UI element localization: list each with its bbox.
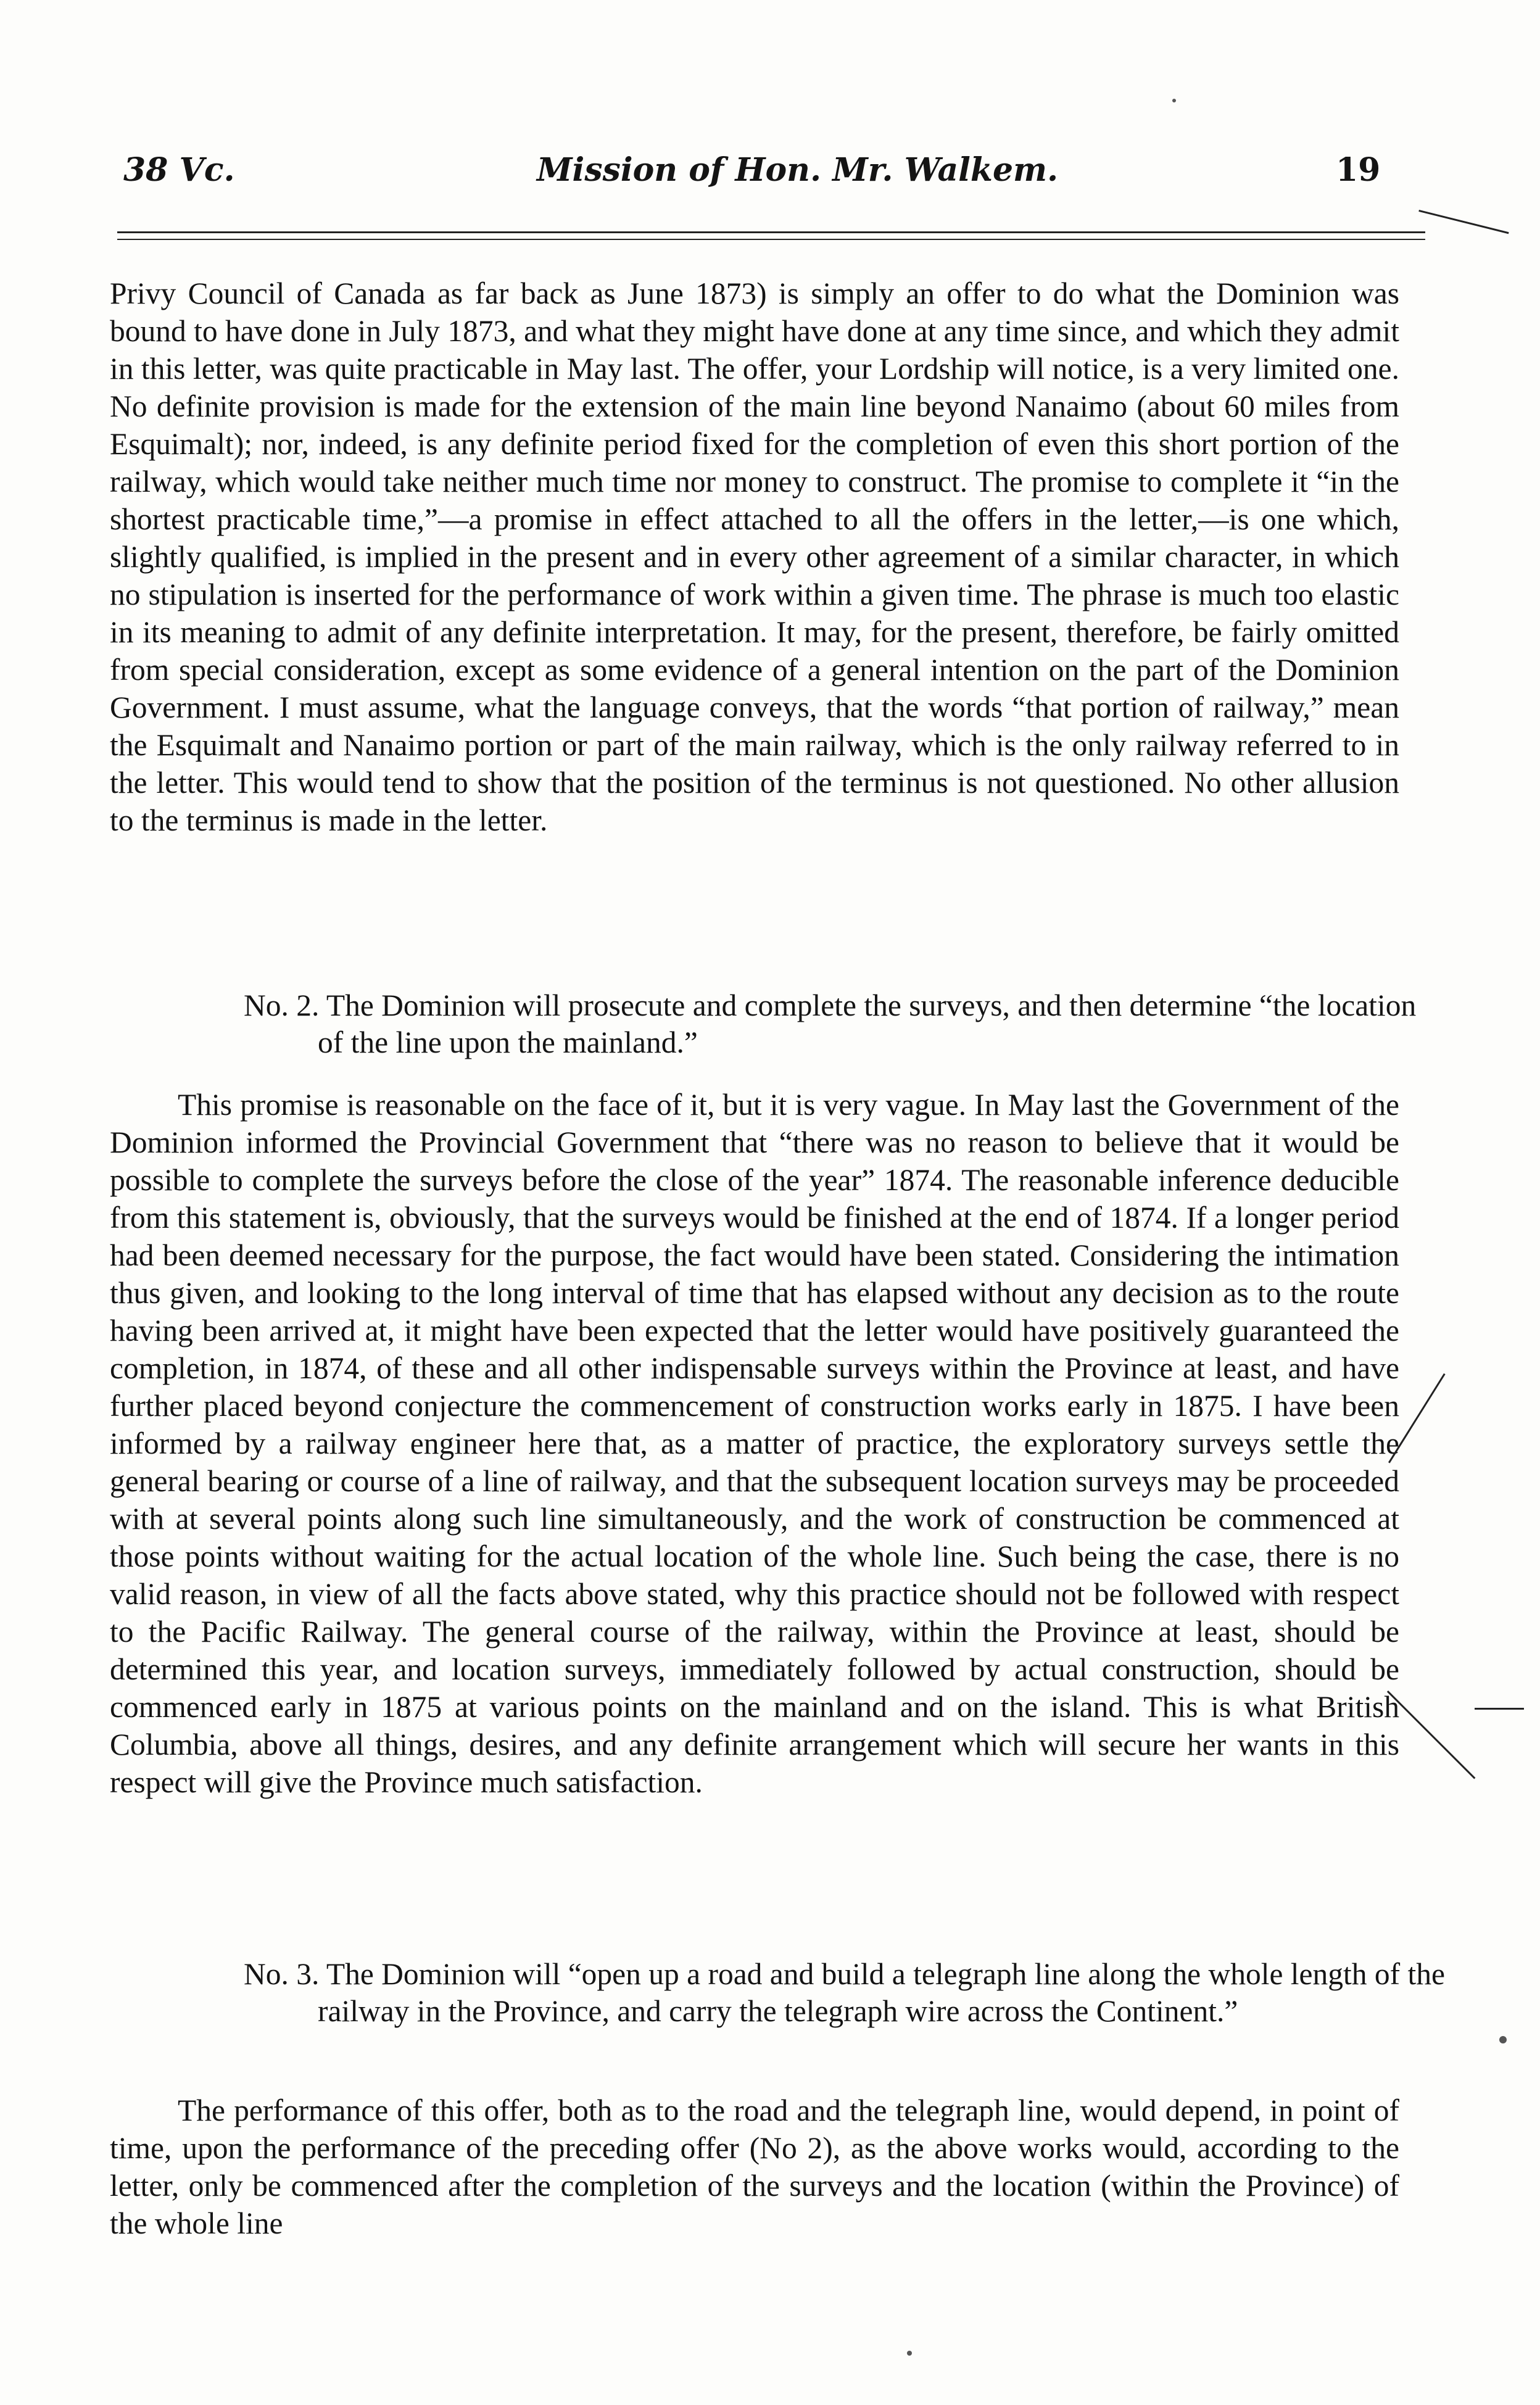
numbered-item-2: No. 2. The Dominion will prosecute and complete the surveys, and then determine “the location of the line upon the mainland.”	[244, 988, 1417, 1059]
margin-bracket-line	[1387, 1691, 1476, 1779]
paragraph-surveys: This promise is reasonable on the face of it, but it is very vague. In May last the Government of the Dominion informed the Provincial Government that “there was no reason to believe that it would be possible to complete the surveys before the close of the year” 1874. The reasonable inference deducible from this statement is, obviously, that the surveys would be finished at the end of 1874. If a longer period had been deemed necessary for the purpose, the fact would have been stated. Considering the intimation thus given, and looking to the long interval of time that has elapsed without any decision as to the route having been arrived at, it might have been expected that the letter would have positively guaranteed the completion, in 1874, of these and all other indispensable surveys within the Province at least, and have further placed beyond conjecture the commencement of construction works early in 1875. I have been informed by a railway engineer here that, as a matter of practice, the exploratory surveys settle the general bearing or course of a line of railway, and that the subsequent location surveys may be proceeded with at several points along such line simultaneously, and the work of construction be commenced at those points without waiting for the actual location of the whole line. Such being the case, there is no valid reason, in view of all the facts above stated, why this practice should not be followed with respect to the Pacific Railway. The general course of the railway, within the Province at least, should be determined this year, and location surveys, immediately followed by actual construction, should be commenced early in 1875 at various points on the mainland and on the island. This is what British Columbia, above all things, desires, and any definite arrangement which will secure her wants in this respect will give the Province much satisfaction.	[110, 1088, 1399, 1799]
header-rule	[117, 231, 1425, 233]
scan-speck	[1499, 2036, 1507, 2043]
paragraph-privy-council: Privy Council of Canada as far back as June 1873) is simply an offer to do what the Dominion was bound to have done in July 1873, and what they might have done at any time since, and which they admit in this letter, was quite practicable in May last. The offer, your Lordship will notice, is a very limited one. No definite provision is made for the extension of the main line beyond Nanaimo (about 60 miles from Esquimalt); nor, indeed, is any definite period fixed for the completion of even this short portion of the railway, which would take neither much time nor money to construct. The promise to complete it “in the shortest practicable time,”—a promise in effect attached to all the offers in the letter,—is one which, slightly qualified, is implied in the present and in every other agreement of a similar character, in which no stipulation is inserted for the performance of work within a given time. The phrase is much too elastic in its meaning to admit of any definite interpretation. It may, for the present, therefore, be fairly omitted from special consideration, except as some evidence of a general intention on the part of the Dominion Government. I must assume, what the language conveys, that the words “that portion of railway,” mean the Esquimalt and Nanaimo portion or part of the main railway, which is the only railway referred to in the letter. This would tend to show that the position of the terminus is not questioned. No other allusion to the terminus is made in the letter.	[110, 276, 1399, 837]
header-title: Mission of Hon. Mr. Walkem.	[537, 151, 1059, 189]
scan-speck	[1172, 99, 1176, 102]
paragraph-performance: The performance of this offer, both as to the road and the telegraph line, would depend, in point of time, upon the performance of the preceding offer (No 2), as the above works would, according to the letter, only be commenced after the completion of the surveys and the location (within the Province) of the whole line	[110, 2093, 1399, 2240]
margin-bracket-line	[1475, 1708, 1524, 1710]
scan-speck	[907, 2351, 912, 2356]
running-header	[93, 133, 1388, 189]
page-number: 19	[1336, 151, 1381, 189]
margin-bracket-line	[1418, 210, 1509, 234]
header-volume: 38 Vc.	[123, 151, 235, 189]
numbered-item-3: No. 3. The Dominion will “open up a road and build a telegraph line along the whole length of the railway in the Province, and carry the telegraph wire across the Continent.”	[244, 1957, 1445, 2028]
header-rule-double	[117, 239, 1425, 240]
